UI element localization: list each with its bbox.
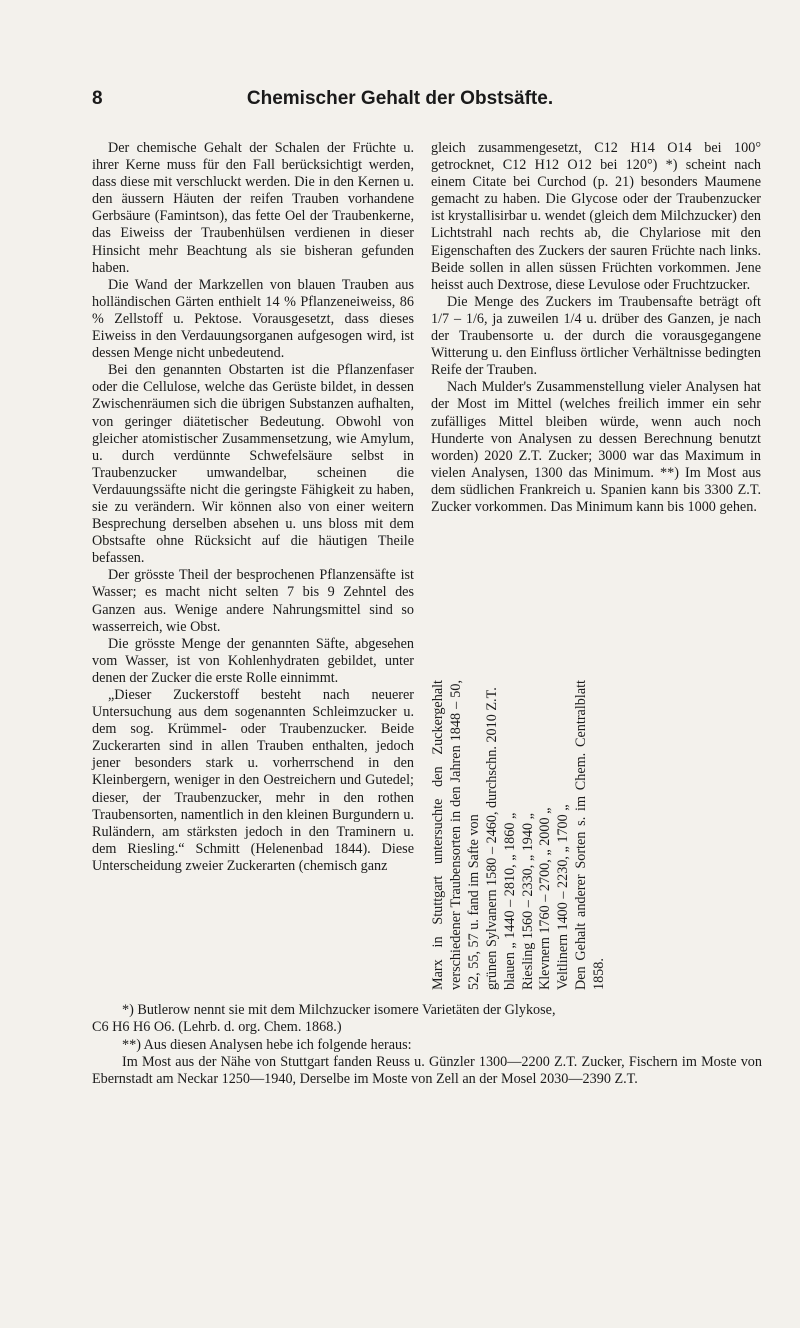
paragraph: „Dieser Zuckerstoff besteht nach neuerer Untersuchung aus dem sogenannten Schleimzucker u. dem sog. Krümmel- oder Traubenzucker. Beide Zuckerarten sind in allen Trauben enthalten, jedoch jener besonders stark u. vorherrschend in den Kleinbergern, weniger in den Oestreichern und Gutedel; dieser, der Traubenzucker, mehr in den rothen Traubensorten, namentlich in den kleinen Burgundern u. Ruländern, am stärksten jedoch in den Traminern u. dem Riesling.“ Schmitt (Helenenbad 1844). Diese Unterscheidung zweier Zuckerarten (chemisch ganz [92, 687, 414, 874]
rotated-text [430, 680, 609, 990]
paragraph: Der chemische Gehalt der Schalen der Früchte u. ihrer Kerne muss für den Fall berücksichtigt werden, dass diese mit verschluckt werden. Die in den Kernen u. den äussern Häuten der reifen Trauben vorhandene Gerbsäure (Famintson), das fette Oel der Traubenkerne, das Eiweiss der Traubenhülsen verdienen in dieser Hinsicht mehr Beachtung als sie bisheran gefunden haben. [92, 140, 414, 276]
rotated-sugar-table [430, 680, 760, 990]
table-intro: Marx in Stuttgart untersuchte den Zuckergehalt verschiedener Traubensorten in den Jahren 1848 – 50, 52, 55, 57 u. fand im Safte von [430, 680, 482, 990]
paragraph: Die grösste Menge der genannten Säfte, abgesehen vom Wasser, ist von Kohlenhydraten gebildet, unter denen der Zucker die erste Rolle einnimmt. [92, 635, 414, 686]
table-row: blauen „ 1440 – 2810, „ 1860 „ [501, 812, 518, 990]
paragraph: Nach Mulder's Zusammenstellung vieler Analysen hat der Most im Mittel (welches freilich immer ein sehr zufälliges Mittel bleiben würde, wenn auch noch Hunderte von Analysen zu dessen Berechnung benutzt worden) 2020 Z.T. Zucker; 3000 war das Maximum in vielen Analysen, 1300 das Minimum. **) Im Most aus dem südlichen Frankreich u. Spanien kann bis 3300 Z.T. Zucker vorkommen. Das Minimum kann bis 1000 gehen. [431, 379, 761, 515]
page-header [0, 88, 800, 114]
paragraph: Der grösste Theil der besprochenen Pflanzensäfte ist Wasser; es macht nicht selten 7 bis 9 Zehntel des Ganzen aus. Wenige andere Nahrungsmittel sind so wasserreich, wie Obst. [92, 567, 414, 635]
footnote-2: **) Aus diesen Analysen hebe ich folgende heraus: [122, 1036, 412, 1053]
paragraph: Bei den genannten Obstarten ist die Pflanzenfaser oder die Cellulose, welche das Gerüste bildet, in dessen Zwischenräumen sich die übrigen Substanzen aufhalten, von geringer diätetischer Bedeutung. Obwohl von gleicher atomistischer Zusammensetzung, wie Amylum, u. durch verdünnte Schwefelsäure selbst in Traubenzucker umwandelbar, scheinen die Verdauungssäfte nicht die geringste Fähigkeit zu haben, sie zu verändern. Wir können also von einer weitern Besprechung derselben absehen u. uns bloss mit dem Obstsafte ohne Rücksicht auf die häutigen Theile befassen. [92, 362, 414, 567]
paragraph: Die Menge des Zuckers im Traubensafte beträgt oft 1/7 – 1/6, ja zuweilen 1/4 u. drüber des Ganzen, je nach der Traubensorte u. der durch die vorausgegangene Witterung u. den Einfluss örtlicher Verhältnisse bedingten Reife der Trauben. [431, 293, 761, 379]
table-row: Klevnern 1760 – 2700, „ 2000 „ [537, 807, 554, 990]
footnote-1: *) Butlerow nennt sie mit dem Milchzucker isomere Varietäten der Glykose, [122, 1002, 556, 1018]
right-column [431, 140, 761, 516]
table-row: Riesling 1560 – 2330, „ 1940 „ [519, 813, 536, 990]
running-title: Chemischer Gehalt der Obstsäfte. [246, 88, 554, 109]
paragraph: gleich zusammengesetzt, C12 H14 O14 bei 100° getrocknet, C12 H12 O12 bei 120°) *) scheint nach einem Citate bei Curchod (p. 21) besonders Maumene gemacht zu haben. Die Glycose oder der Traubenzucker ist krystallisirbar u. wendet (gleich dem Milchzucker) den Lichtstrahl nach rechts ab, die Chylariose mit den Eigenschaften des Zuckers der sauren Früchte nach links. Beide sollen in allen süssen Früchten vorkommen. Jene heisst auch Dextrose, diese Levulose oder Fruchtzucker. [431, 140, 761, 293]
footnote-1-formula: C6 H6 H6 O6. (Lehrb. d. org. Chem. 1868.) [92, 1019, 342, 1036]
paragraph: Die Wand der Markzellen von blauen Trauben aus holländischen Gärten enthielt 14 % Pflanzeneiweiss, 86 % Zellstoff u. Pektose. Vorausgesetzt, dass dieses Eiweiss in den Verdauungsorganen aufgesogen wird, ist dessen Menge nicht unbedeutend. [92, 276, 414, 362]
footnote-2-body: Im Most aus der Nähe von Stuttgart fanden Reuss u. Günzler 1300—2200 Z.T. Zucker, Fischern im Moste von Ebernstadt am Neckar 1250—1940, Derselbe im Moste von Zell an der Mosel 2030—2390 Z.T. [92, 1053, 762, 1088]
footnotes [92, 1002, 762, 1088]
table-row: grünen Sylvanern 1580 – 2460, durchschn. 2010 Z.T. [483, 687, 500, 990]
left-column [92, 140, 414, 875]
page-number: 8 [92, 88, 103, 109]
table-source: Den Gehalt anderer Sorten s. im Chem. Centralblatt 1858. [573, 680, 608, 990]
table-row: Veltlinern 1400 – 2230, „ 1700 „ [555, 804, 572, 990]
